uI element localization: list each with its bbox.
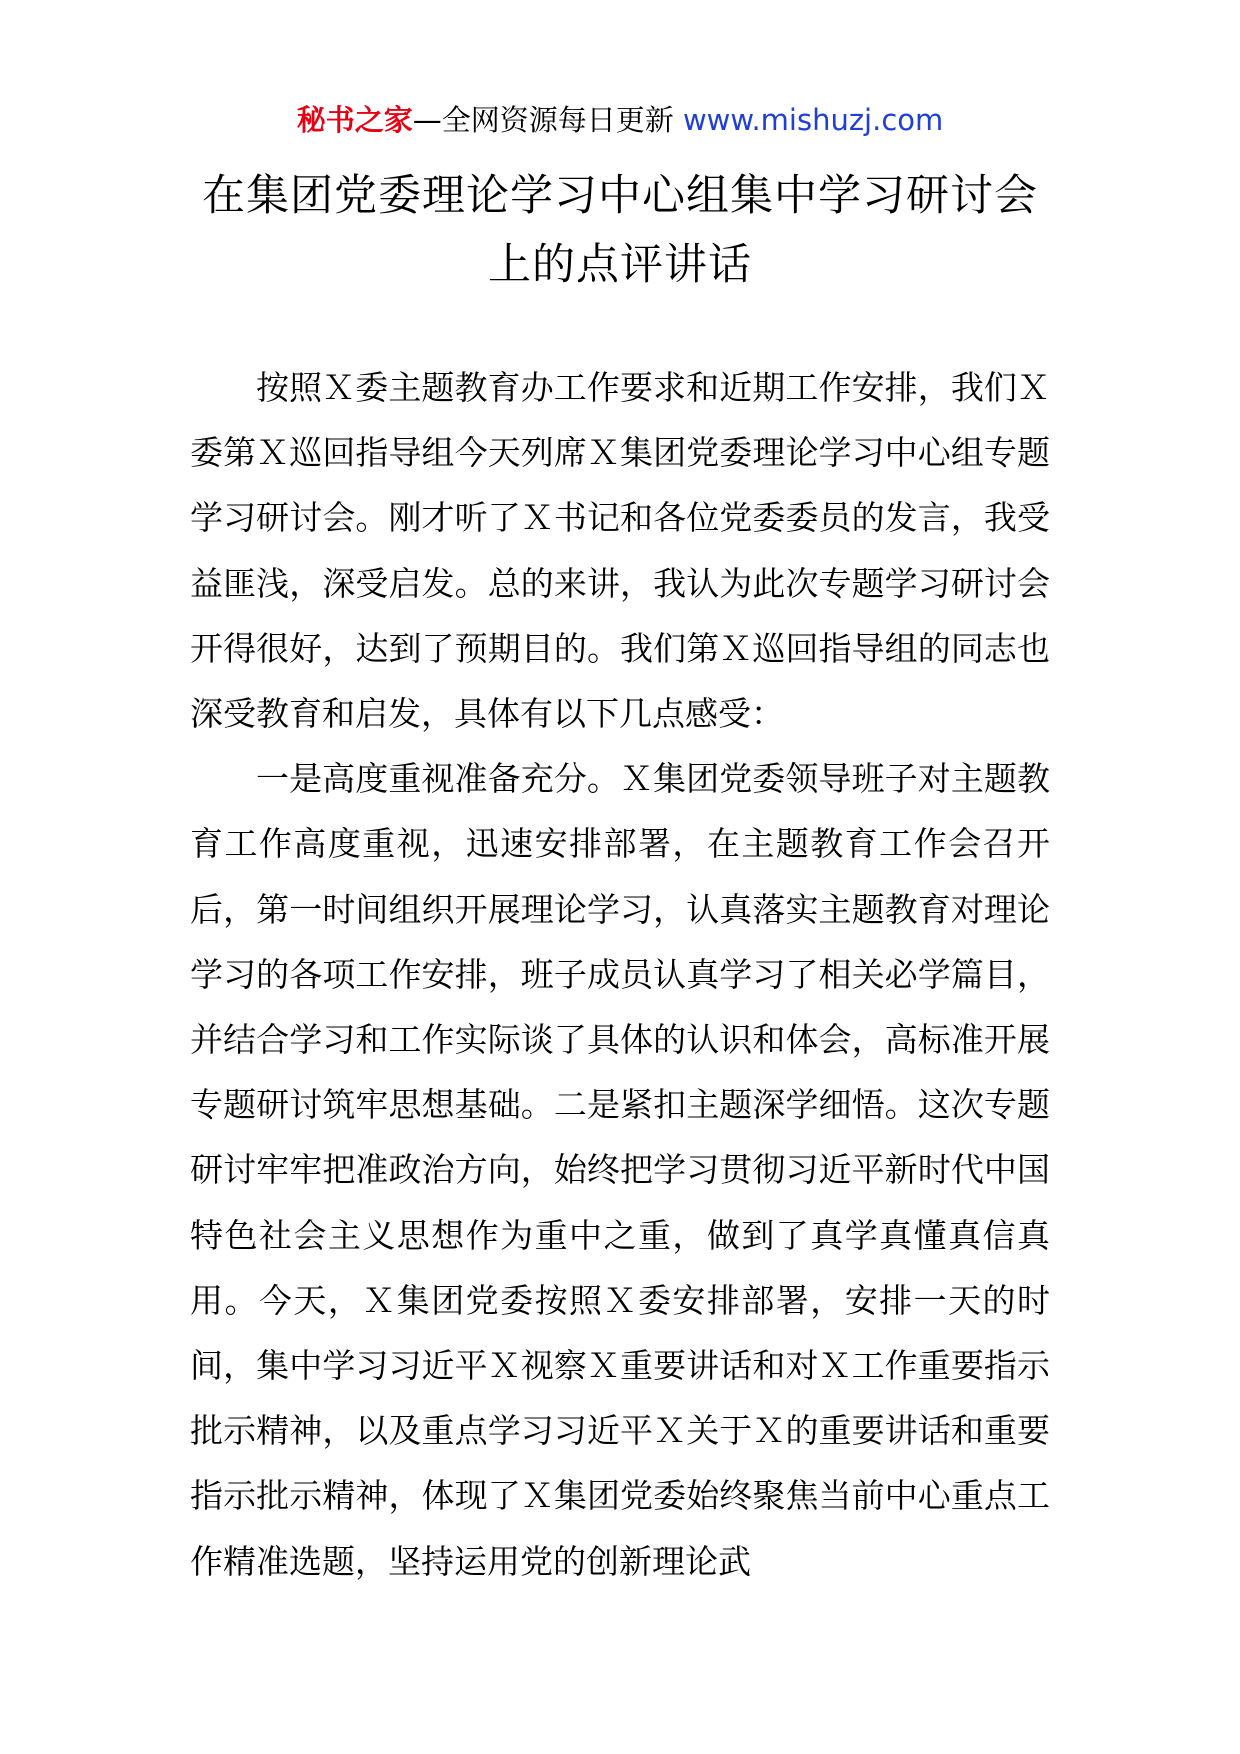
site-header [0,100,1240,140]
paragraph: 一是高度重视准备充分。Ｘ集团党委领导班子对主题教育工作高度重视，迅速安排部署，在主题教育工作会召开后，第一时间组织开展理论学习，认真落实主题教育对理论学习的各项工作安排，班子成员认真学习了相关必学篇目，并结合学习和工作实际谈了具体的认识和体会，高标准开展专题研讨筑牢思想基础。二是紧扣主题深学细悟。这次专题研讨牢牢把准政治方向，始终把学习贯彻习近平新时代中国特色社会主义思想作为重中之重，做到了真学真懂真信真用。今天，Ｘ集团党委按照Ｘ委安排部署，安排一天的时间，集中学习习近平Ｘ视察Ｘ重要讲话和对Ｘ工作重要指示批示精神，以及重点学习习近平Ｘ关于Ｘ的重要讲话和重要指示批示精神，体现了Ｘ集团党委始终聚焦当前中心重点工作精准选题，坚持运用党的创新理论武 [190,759,1050,1581]
site-tagline: —全网资源每日更新 [412,103,674,137]
site-url-link[interactable]: www.mishuzj.com [682,103,944,137]
document-body [190,355,1050,1594]
paragraph: 按照Ｘ委主题教育办工作要求和近期工作安排，我们Ｘ委第Ｘ巡回指导组今天列席Ｘ集团党委理论学习中心组专题学习研讨会。刚才听了Ｘ书记和各位党委委员的发言，我受益匪浅，深受启发。总的来讲，我认为此次专题学习研讨会开得很好，达到了预期目的。我们第Ｘ巡回指导组的同志也深受教育和启发，具体有以下几点感受： [190,368,1050,734]
document-title: 在集团党委理论学习中心组集中学习研讨会上的点评讲话 [202,171,1038,290]
site-brand: 秘书之家 [296,103,413,137]
